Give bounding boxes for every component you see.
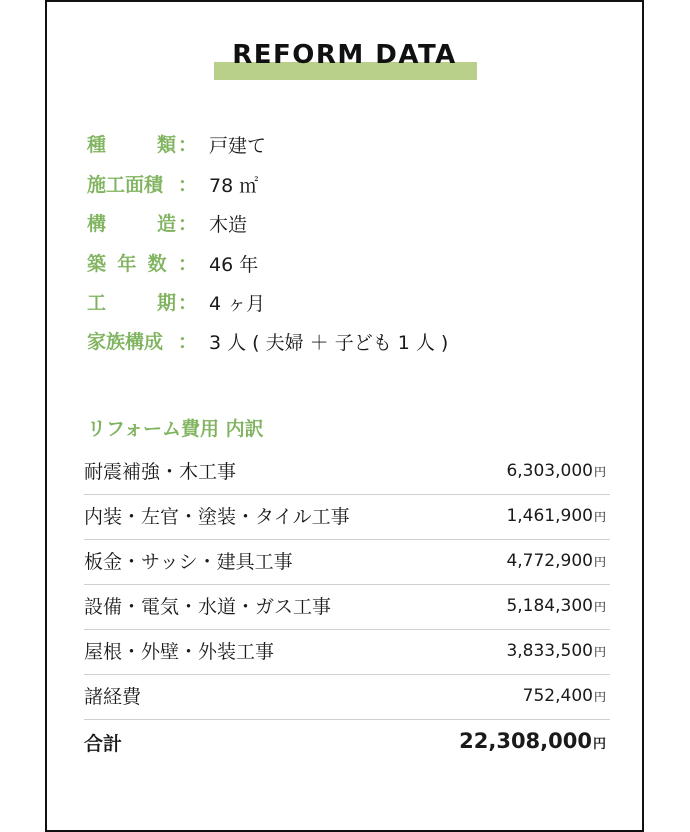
cost-row <box>84 675 610 720</box>
spec-label: 工 期 ： <box>87 292 197 314</box>
spec-value: 78 ㎡ <box>209 175 259 197</box>
cost-item-name: 諸経費 <box>84 686 142 708</box>
cost-item-name: 板金・サッシ・建具工事 <box>84 551 293 573</box>
cost-item-amount: 6,303,000円 <box>506 461 606 481</box>
cost-breakdown-heading: リフォーム費用 内訳 <box>87 418 264 440</box>
spec-value: 4 ヶ月 <box>209 293 266 315</box>
spec-value: 46 年 <box>209 254 259 276</box>
cost-item-name: 内装・左官・塗装・タイル工事 <box>84 506 350 528</box>
cost-item-name: 設備・電気・水道・ガス工事 <box>84 596 332 618</box>
spec-label: 構 造 ： <box>87 213 197 235</box>
spec-label: 家族構成 ： <box>87 331 197 353</box>
spec-label: 施工面積 ： <box>87 174 197 196</box>
page-title: REFORM DATA <box>232 40 457 70</box>
cost-row <box>84 630 610 675</box>
cost-item-amount: 752,400円 <box>522 686 606 706</box>
cost-row <box>84 585 610 630</box>
cost-item-amount: 4,772,900円 <box>506 551 606 571</box>
spec-value: 木造 <box>209 214 248 236</box>
spec-label: 築 年 数 ： <box>87 253 197 275</box>
cost-item-amount: 5,184,300円 <box>506 596 606 616</box>
cost-total-amount: 22,308,000円 <box>459 729 606 753</box>
reform-data-card <box>45 0 644 832</box>
title-block <box>47 38 642 84</box>
cost-total-label: 合計 <box>84 733 123 755</box>
cost-table <box>84 450 610 765</box>
cost-item-name: 耐震補強・木工事 <box>84 461 237 483</box>
spec-label: 種 類 ： <box>87 134 197 156</box>
cost-item-name: 屋根・外壁・外装工事 <box>84 641 275 663</box>
cost-row <box>84 540 610 585</box>
cost-row <box>84 450 610 495</box>
cost-item-amount: 1,461,900円 <box>506 506 606 526</box>
spec-value: 戸建て <box>209 135 267 157</box>
cost-row <box>84 495 610 540</box>
spec-value: 3 人 ( 夫婦 ＋ 子ども 1 人 ) <box>209 332 449 354</box>
cost-total-row <box>84 720 610 765</box>
cost-item-amount: 3,833,500円 <box>506 641 606 661</box>
